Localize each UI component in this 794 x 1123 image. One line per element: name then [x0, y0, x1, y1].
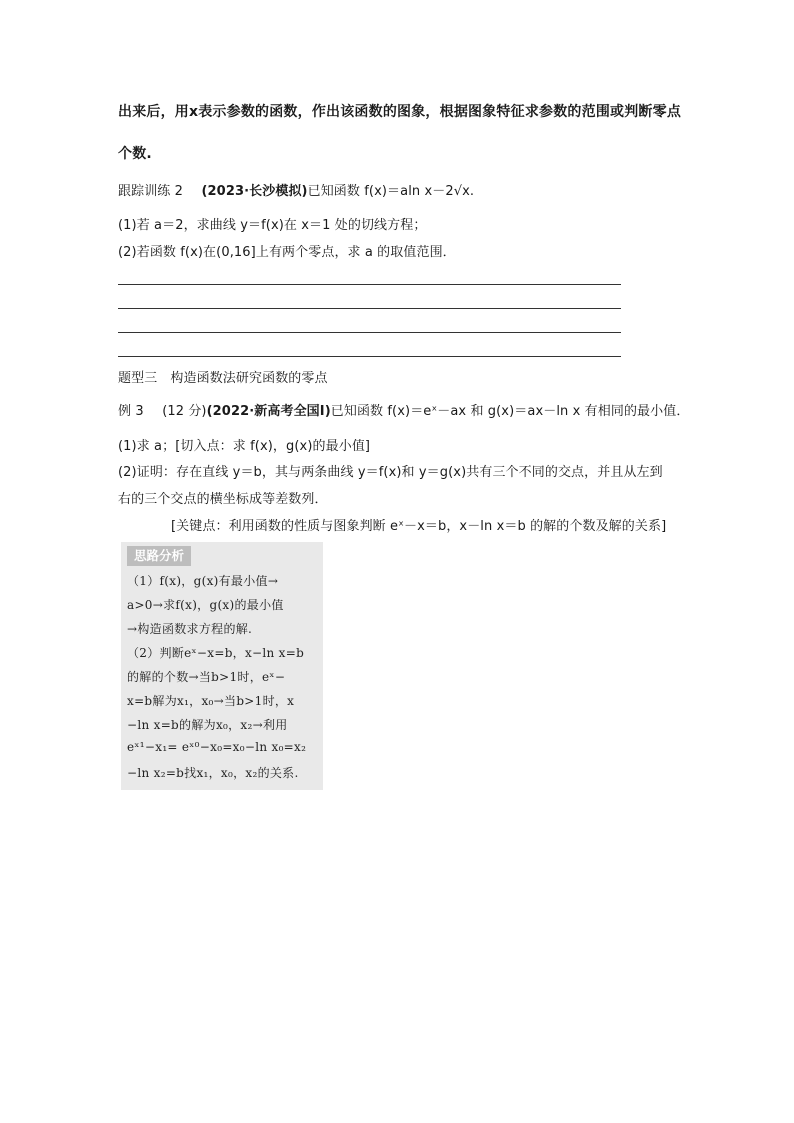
- answer-line-2: [118, 308, 621, 309]
- analysis-line-7: −ln x=b的解为x₀，x₂→利用: [127, 718, 288, 732]
- analysis-line-6: x=b解为x₁，x₀→当b>1时，x: [127, 694, 295, 708]
- analysis-line-8: eˣ¹−x₁= eˣ⁰−x₀=x₀−ln x₀=x₂: [127, 740, 307, 754]
- intro-line-2: 个数.: [118, 146, 152, 162]
- example-heading: [118, 400, 689, 419]
- example-question-2-line-2: 右的三个交点的横坐标成等差数列．: [118, 492, 328, 507]
- intro-line-1: 出来后，用x表示参数的函数，作出该函数的图象，根据图象特征求参数的范围或判断零点: [118, 104, 682, 120]
- exercise-stem: 已知函数 f(x)＝aln x－2√x.: [307, 184, 475, 199]
- analysis-line-9: −ln x₂=b找x₁，x₀，x₂的关系.: [127, 766, 299, 780]
- analysis-panel: [121, 542, 323, 790]
- exercise-heading: [118, 180, 474, 199]
- example-score: (12 分): [162, 404, 207, 419]
- example-label: 例 3: [118, 404, 144, 419]
- analysis-line-3: →构造函数求方程的解.: [127, 622, 253, 636]
- answer-line-4: [118, 356, 621, 357]
- example-keypoint: [关键点：利用函数的性质与图象判断 eˣ－x＝b，x－ln x＝b 的解的个数及解的关系]: [171, 519, 667, 534]
- analysis-line-1: （1）f(x)，g(x)有最小值→: [127, 574, 279, 588]
- example-source: (2022·新高考全国Ⅰ): [206, 404, 331, 419]
- answer-line-3: [118, 332, 621, 333]
- example-question-2-line-1: (2)证明：存在直线 y＝b，其与两条曲线 y＝f(x)和 y＝g(x)共有三个不同的交点，并且从左到: [118, 465, 663, 480]
- section-title: 题型三 构造函数法研究函数的零点: [118, 371, 328, 386]
- analysis-line-2: a>0→求f(x)，g(x)的最小值: [127, 598, 284, 612]
- exercise-question-1: (1)若 a＝2，求曲线 y＝f(x)在 x＝1 处的切线方程；: [118, 218, 427, 233]
- exercise-source: (2023·长沙模拟): [201, 184, 308, 199]
- example-stem: 已知函数 f(x)＝eˣ－ax 和 g(x)＝ax－ln x 有相同的最小值．: [330, 404, 690, 419]
- analysis-header: 思路分析: [127, 546, 191, 566]
- analysis-line-5: 的解的个数→当b>1时，eˣ−: [127, 670, 286, 684]
- analysis-line-4: （2）判断eˣ−x=b，x−ln x=b: [127, 646, 305, 660]
- answer-line-1: [118, 284, 621, 285]
- example-question-1: (1)求 a；[切入点：求 f(x)，g(x)的最小值]: [118, 439, 371, 454]
- exercise-question-2: (2)若函数 f(x)在(0,16]上有两个零点，求 a 的取值范围．: [118, 245, 456, 260]
- exercise-label: 跟踪训练 2: [118, 184, 184, 199]
